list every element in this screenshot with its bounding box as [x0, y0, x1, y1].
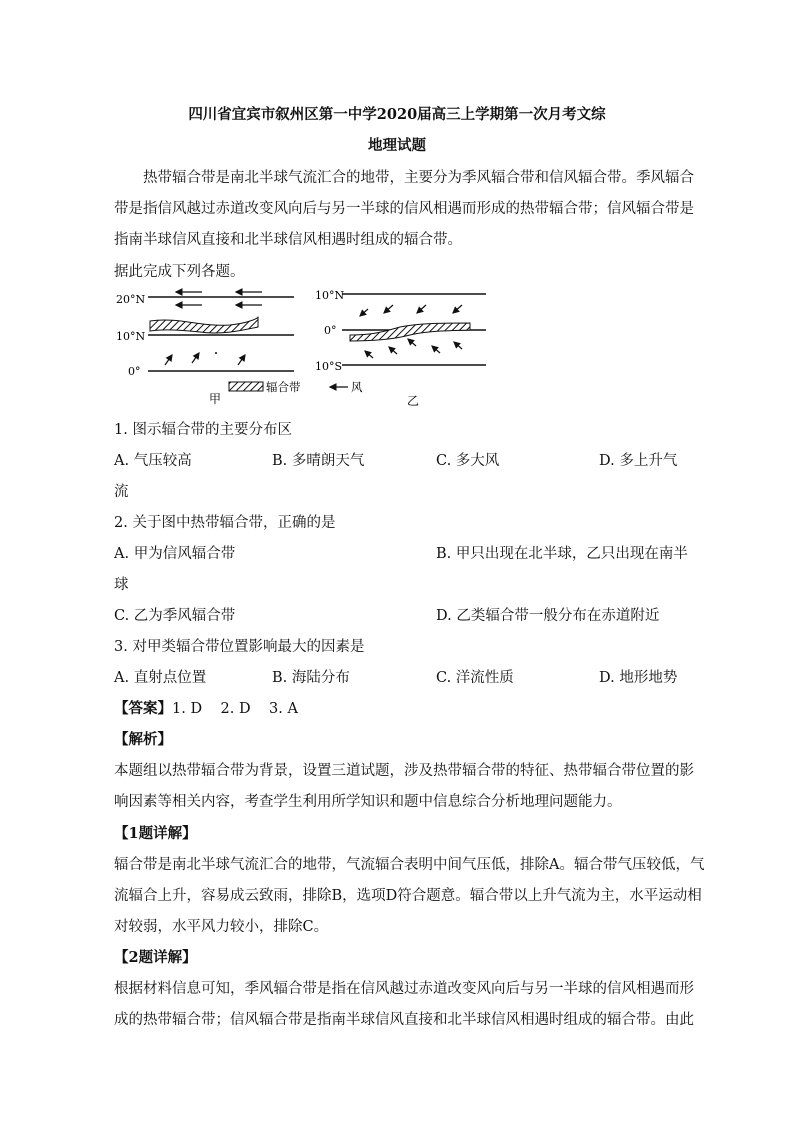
label-right-0: 0°: [324, 324, 337, 337]
label-right-10n: 10°N: [315, 289, 345, 302]
analysis-line-1: 本题组以热带辐合带为背景，设置三道试题，涉及热带辐合带的特征、热带辐合带位置的影: [114, 763, 694, 779]
q2-option-b-cont: 球: [114, 577, 129, 593]
q1-option-b: B. 多晴朗天气: [272, 453, 365, 469]
q3-option-c: C. 洋流性质: [436, 670, 514, 686]
q3-option-d: D. 地形地势: [599, 670, 678, 686]
detail1-line-1: 辐合带是南北半球气流汇合的地带，气流辐合表明中间气压低，排除A。辐合带气压较低，气: [114, 857, 705, 873]
legend-wind-label: 风: [351, 380, 363, 394]
q2-option-a: A. 甲为信风辐合带: [114, 546, 236, 562]
intro-line-4: 据此完成下列各题。: [114, 264, 245, 280]
label-left-0: 0°: [128, 365, 141, 378]
detail2-line-2: 成的热带辐合带；信风辐合带是指南半球信风直接和北半球信风相遇时组成的辐合带。由此: [114, 1012, 694, 1028]
detail1-line-3: 对较弱，水平风力较小，排除C。: [114, 919, 329, 935]
answer-text: 1. D 2. D 3. A: [172, 701, 298, 717]
answer-label: 【答案】: [114, 700, 172, 717]
analysis-label: 【解析】: [114, 731, 172, 748]
q2-option-b: B. 甲只出现在北半球，乙只出现在南半: [436, 546, 688, 562]
q2-stem: 2. 关于图中热带辐合带，正确的是: [114, 515, 336, 531]
itcz-figure: [110, 283, 500, 408]
q3-option-b: B. 海陆分布: [272, 670, 350, 686]
q1-stem: 1. 图示辐合带的主要分布区: [114, 422, 292, 438]
document-title: 四川省宜宾市叙州区第一中学2020届高三上学期第一次月考文综: [188, 106, 606, 123]
q1-option-d-cont: 流: [114, 484, 129, 500]
q3-option-a: A. 直射点位置: [114, 670, 207, 686]
q1-option-c: C. 多大风: [436, 453, 500, 469]
label-right-10s: 10°S: [315, 360, 343, 373]
document-subtitle: 地理试题: [368, 137, 426, 154]
caption-jia: 甲: [209, 392, 222, 406]
answer-line: [114, 697, 298, 718]
caption-yi: 乙: [407, 394, 420, 408]
intro-line-1: 热带辐合带是南北半球气流汇合的地带，主要分为季风辐合带和信风辐合带。季风辐合: [143, 170, 694, 186]
detail1-line-2: 流辐合上升，容易成云致雨，排除B，选项D符合题意。辐合带以上升气流为主，水平运动相: [114, 888, 702, 904]
q2-option-c: C. 乙为季风辐合带: [114, 608, 236, 624]
intro-line-3: 指南半球信风直接和北半球信风相遇时组成的辐合带。: [114, 232, 462, 248]
q1-option-a: A. 气压较高: [114, 453, 192, 469]
label-left-10n: 10°N: [116, 330, 146, 343]
q2-option-d: D. 乙类辐合带一般分布在赤道附近: [436, 608, 660, 624]
intro-line-2: 带是指信风越过赤道改变风向后与另一半球的信风相遇而形成的热带辐合带；信风辐合带是: [114, 201, 694, 217]
detail2-line-1: 根据材料信息可知，季风辐合带是指在信风越过赤道改变风向后与另一半球的信风相遇而形: [114, 981, 694, 997]
label-left-20n: 20°N: [116, 293, 146, 306]
q3-stem: 3. 对甲类辐合带位置影响最大的因素是: [114, 639, 365, 655]
analysis-line-2: 响因素等相关内容，考查学生利用所学知识和题中信息综合分析地理问题能力。: [114, 794, 622, 810]
legend-zone-swatch: [229, 382, 263, 391]
q1-option-d: D. 多上升气: [599, 453, 678, 469]
legend-zone-label: 辐合带: [266, 380, 301, 394]
detail1-label: 【1题详解】: [114, 825, 197, 842]
detail2-label: 【2题详解】: [114, 949, 197, 966]
